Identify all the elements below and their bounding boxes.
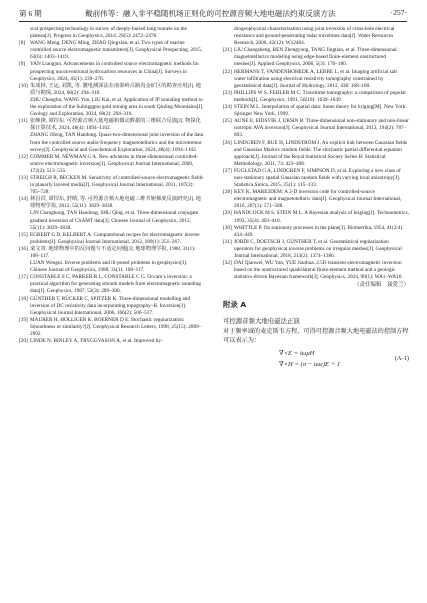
reference-text: STREICH R, BECKEN M. Sensitivity of controlled-source electromagnetic fields in planarly layered media[J]. Geophysical Journal International, 2011, 187(2): 705–728. <box>30 174 203 196</box>
reference-number: [15] <box>19 231 28 238</box>
reference-number: [17] <box>19 274 28 281</box>
reference-number: [22] <box>223 68 232 75</box>
reference-text: drogeophysical characterization using joint inversion of cross-hole electrical resistance and ground-penetrating radar traveltime data[J]. Water Resources Research, 2006, 42(12): W12404. <box>234 26 395 47</box>
reference-entry <box>223 90 409 104</box>
running-title: 戴前伟等：融入非平稳随机场正则化的可控源音频大地电磁法约束反演方法 <box>85 9 336 18</box>
reference-entry <box>223 210 409 224</box>
reference-text: ZHANG Jifeng, TAN Handong. Quasi-two-dimensional joint inversion of the data from the controlled source audio-frequency magnetotellurics and the microtremor survey[J]. Geophysical and Geochemical Exploration, 2024, 48(4): 1094–1102. <box>30 132 204 153</box>
editor-signoff: （责任编辑 聂爱兰） <box>353 282 409 289</box>
reference-entry <box>223 104 409 118</box>
reference-entry <box>19 83 205 97</box>
reference-number: [12] <box>19 153 28 160</box>
page-header <box>19 6 407 20</box>
reference-entry <box>223 260 409 281</box>
reference-text: GÜNTHER T, RÜCKER C, SPITZER K. Three-dimensional modelling and inversion of DC resistivity data incorporating topography–II. Inversion[J]. Geophysical Journal International, 2006, 166(2): 506–517. <box>30 295 190 316</box>
reference-text: LUAN Wengui. Inverse problems and ill-posed problems in geophysics[J]. Chinese Journal of Geophysics, 1988, 31(1): 108–117. <box>30 260 188 274</box>
reference-entry <box>19 274 205 295</box>
reference-number: [8] <box>19 40 26 47</box>
reference-text: DAI Qianwei, WU Yan, YUE Jianhua. 2.5D transient electromagnetic inversion based on the unstructured quadrilateral finite-element method and a geologic statistics-driven Bayesian framework[J]. Geophysics, 2024, 90(1): WA1–WA16. <box>234 260 403 281</box>
reference-text: KEY K. MARE2DEM: A 2-D inversion code for controlled-source electromagnetic and magnetotelluric data[J]. Geophysical Journal International, 2016, 207(1): 571–588. <box>234 189 402 210</box>
reference-entry <box>223 69 409 90</box>
reference-text: 林昌洪, 谭捍东, 舒晴, 等. 可控源音频大地电磁三维共轭梯度反演研究[J]. 地球物理学报, 2012, 55(11): 3829–3838. <box>30 196 201 210</box>
reference-text: 栾文贵. 地球物理中的反问题与不适定问题[J]. 地球物理学报, 1988, 31(1): 108–117. <box>30 245 196 259</box>
reference-entry <box>19 260 205 274</box>
reference-number: [11] <box>19 118 28 125</box>
reference-entry <box>19 246 205 260</box>
equation-line-1: ∇×E = iωμH <box>279 350 315 357</box>
reference-text: WHITTLE P. On stationary processes in the plane[J]. Biometrika, 1954, 41(3/4): 434–449. <box>234 224 404 238</box>
page-number: ·257· <box>390 8 407 17</box>
reference-entry <box>19 40 205 61</box>
reference-text: STEIN M L. Interpolation of spatial data: Some theory for kriging[M]. New York: Springer New York, 1999. <box>234 104 407 118</box>
appendix-title: 附录 A <box>223 300 247 309</box>
reference-text: EGBERT G D, KELBERT A. Computational recipes for electromagnetic inverse problems[J]. Geophysical Journal International, 2012, 189(1): 251–267. <box>30 231 200 245</box>
reference-text: HERMANS T, VANDENBOHEDE A, LEBBE L, et al. Imaging artificial salt water infiltration using electrical resistivity tomography constrained by geostatistical data[J]. Journal of Hydrology, 2012, 438: 168–180. <box>234 68 397 89</box>
reference-number: [16] <box>19 245 28 252</box>
appendix-subtitle: 可控源音频大地电磁法正演 <box>223 318 300 325</box>
reference-number: [24] <box>223 104 232 111</box>
reference-entry <box>223 189 409 210</box>
reference-number: [29] <box>223 210 232 217</box>
reference-entry <box>19 26 205 40</box>
appendix-paragraph: 对于频率域的麦克斯韦方程，可得可控源音频大地电磁法的控制方程可以表示为： <box>223 328 409 344</box>
reference-number: [31] <box>223 238 232 245</box>
reference-number: [19] <box>19 316 28 323</box>
reference-entry <box>19 317 205 338</box>
reference-text: WANG Meng, DENG Ming, ZHAO Qingxian, et al. Two types of marine controlled source electromagnetic transmitters[J]. Geophysical Prospecting, 2015, 63(6): 1403–1419. <box>30 40 203 61</box>
reference-text: HANDCOCK M S, STEIN M L. A Bayesian analysis of kriging[J]. Technometrics, 1993, 35(4): 403–410. <box>234 210 409 224</box>
reference-number: [10] <box>19 82 28 89</box>
reference-entry <box>19 132 205 153</box>
reference-text: 张继锋, 谭捍东. 可控源音频大地电磁和微动数据的三维联合反演[J]. 物探化探计算技术, 2024, 48(4): 1094–1102. <box>30 118 201 132</box>
reference-text: YAN Liangjun. Advancements in controlled source electromagnetic methods for prospecting unconventional hydrocarbon resources in China[J]. Surveys in Geophysics, 2024, 45(1): 239–276. <box>30 61 199 82</box>
references-left-column <box>19 26 205 345</box>
reference-text: LIN Changhong, TAN Handong, SHU Qing, et al. Three-dimensional conjugate gradient inversion of CSAMT data[J]. Chinese Journal of Geophysics, 2012, 55(11): 3829–3838. <box>30 210 199 231</box>
reference-number: [21] <box>223 47 232 54</box>
equation-line-2: ∇×H = (σ − iωε)E + J <box>279 361 340 368</box>
references-right-column <box>223 26 409 289</box>
equation-label: (A-1) <box>394 355 409 362</box>
reference-entry <box>19 175 205 196</box>
reference-entry <box>223 47 409 68</box>
reference-entry <box>223 140 409 168</box>
header-divider <box>19 21 407 22</box>
issue-number: 第 6 期 <box>19 9 42 18</box>
reference-entry <box>19 118 205 132</box>
reference-number: [23] <box>223 89 232 96</box>
reference-entry <box>19 232 205 246</box>
reference-text: AUNE E, EIDSVIK J, URSIN B. Three-dimensional non-stationary and non-linear isotropic AVA inversion[J]. Geophysical Journal International, 2013, 194(2): 787–803. <box>234 118 409 139</box>
reference-number: [9] <box>19 61 26 68</box>
reference-number: [32] <box>223 260 232 267</box>
reference-text: ZHU Chenglin, WANG Yun, LIU Kai, et al. Application of IP sounding method to the exploration of the Sulingggou gold mining area in south Qinling Mountains[J]. Geology and Exploration, 2024, 60(2): 294–310. <box>30 96 204 118</box>
reference-text: LINDGREN F, RUE H, LINDSTRÖM J. An explicit link between Gaussian fields and Gaussian Markov random fields: The stochastic partial differential equation approach[J]. Journal of the Royal Statistical Society Series B: Statistical Methodology, 2011, 73: 423–498. <box>234 139 408 167</box>
reference-number: [14] <box>19 196 28 203</box>
reference-text: JORDI C, DOETSCH J, GÜNTHER T, et al. Geostatistical regularization operators for geophysical inverse problems on irregular meshes[J]. Geophysical Journal International, 2018, 213(2): 1374–1386. <box>234 238 402 259</box>
reference-text: LIU Changsheng, REN Zhengyong, TANG Jingtian, et al. Three-dimensional magnetotellurics modeling using edge-based finite-element unstructured meshes[J]. Applied Geophysics, 2008, 5(3): 170–180. <box>234 47 397 68</box>
reference-entry <box>19 210 205 231</box>
reference-text: FUGLSTAD G A, LINDGREN F, SIMPSON D, et al. Exploring a new class of non-stationary spatial Gaussian random fields with varying local anisotropy[J]. Statistica Sinica, 2015, 25(1): 115–133. <box>234 167 401 189</box>
reference-text: COMMER M, NEWMAN G A. New advances in three-dimensional controlled-source electromagnetic inversion[J]. Geophysical Journal International, 2008, 172(2): 513–535. <box>30 153 199 174</box>
reference-text: 朱成林, 王运, 刘凯, 等. 激电测深法在南秦岭吕路沟金矿区的勘查应用[J]. 地质与勘探, 2024, 60(2): 294–310. <box>30 82 201 96</box>
reference-number: [27] <box>223 167 232 174</box>
reference-number: [13] <box>19 174 28 181</box>
reference-entry <box>223 168 409 189</box>
reference-entry <box>19 296 205 317</box>
reference-text: MAURER H, HOLLIGER K, BOERNER D E. Stochastic regularization: Smoothness or similarity?[J]. Geophysical Research Letters, 1998, 25(15): 2889–2892. <box>30 316 202 338</box>
reference-entry <box>223 26 409 47</box>
reference-number: [26] <box>223 139 232 146</box>
reference-entry <box>19 154 205 175</box>
reference-entry <box>19 97 205 118</box>
reference-entry <box>223 118 409 139</box>
reference-entry <box>19 338 205 345</box>
reference-text: scat prospecting technology in survey of deeply-buried long tunnels on the plateau[J]. Progress in Geophysics, 2014, 29(5): 2472–2478. <box>30 26 187 40</box>
reference-entry <box>223 239 409 260</box>
reference-number: [18] <box>19 295 28 302</box>
reference-text: PHILLIPS W S, FEHLER M C. Traveltime tomography: a comparison of popular methods[J]. Geophysics, 1991, 56(10): 1639–1649. <box>234 89 407 103</box>
reference-entry <box>223 225 409 239</box>
reference-number: [28] <box>223 189 232 196</box>
reference-text: LINDE N, BINLEY A, TRYGGVASON A, et al. Improved hy- <box>30 338 163 345</box>
reference-entry <box>19 61 205 82</box>
reference-number: [30] <box>223 224 232 231</box>
reference-entry <box>19 196 205 210</box>
reference-number: [25] <box>223 118 232 125</box>
reference-number: [20] <box>19 338 28 345</box>
reference-text: CONSTABLE S C, PARKER R L, CONSTABLE C G. Occam’s inversion: a practical algorithm for generating smooth models from electromagnetic sounding data[J]. Geophysics, 1987, 52(3): 289–300. <box>30 274 201 295</box>
